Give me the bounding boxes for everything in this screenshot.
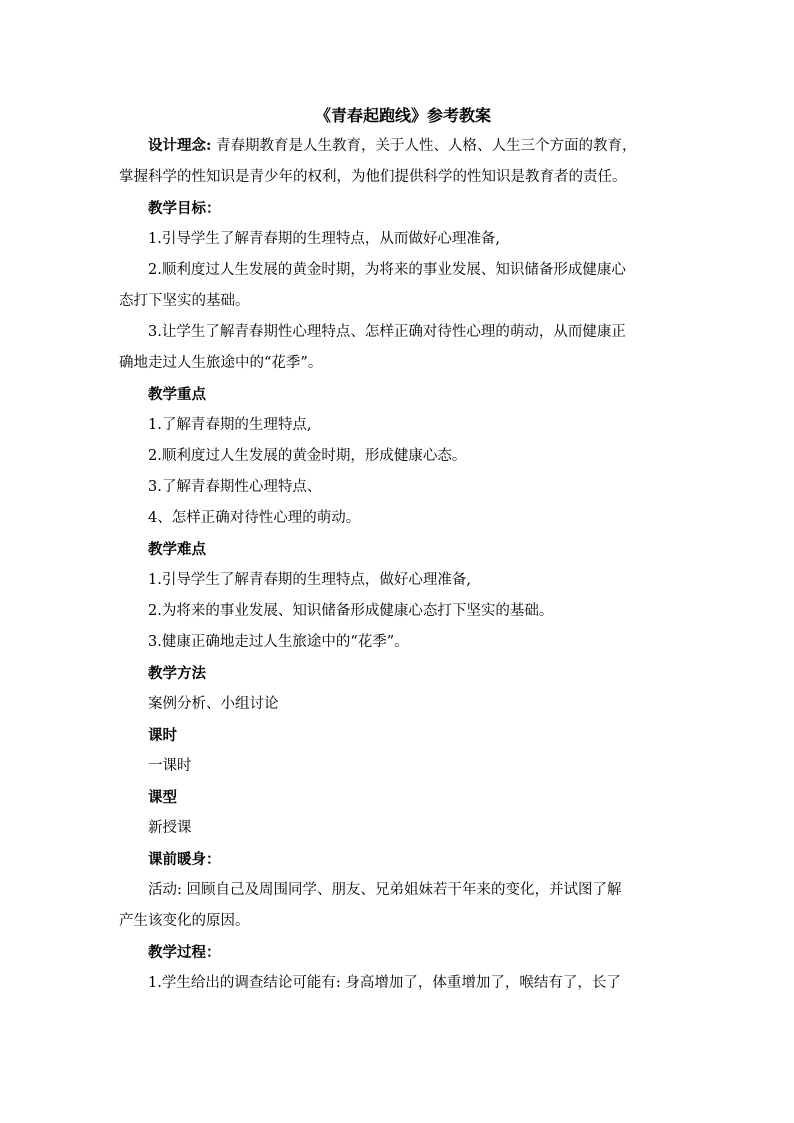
key-point-item-4: 4、怎样正确对待性心理的萌动。: [148, 510, 361, 526]
goal-item-3-line-2: 确地走过人生旅途中的“花季”。: [119, 355, 323, 371]
methods-heading: 教学方法: [148, 665, 206, 682]
warmup-heading: 课前暖身：: [148, 851, 221, 868]
key-point-item-2: 2.顺利度过人生发展的黄金时期，形成健康心态。: [148, 448, 467, 464]
goals-heading: 教学目标：: [148, 200, 221, 217]
warmup-line-1: 活动: 回顾自己及周围同学、朋友、兄弟姐妹若干年来的变化，并试图了解: [148, 882, 622, 898]
process-line-1: 1.学生给出的调查结论可能有: 身高增加了，体重增加了，喉结有了，长了: [148, 975, 621, 991]
key-points-heading: 教学重点: [148, 386, 206, 403]
process-heading: 教学过程：: [148, 944, 221, 961]
warmup-line-2: 产生该变化的原因。: [119, 913, 250, 929]
goal-item-3-line-1: 3.让学生了解青春期性心理特点、怎样正确对待性心理的萌动，从而健康正: [148, 324, 626, 340]
lesson-type-text: 新授课: [148, 820, 192, 836]
goal-item-2-line-1: 2.顺利度过人生发展的黄金时期，为将来的事业发展、知识储备形成健康心: [148, 262, 626, 278]
methods-text: 案例分析、小组讨论: [148, 696, 279, 712]
design-concept-line-1: [119, 130, 679, 162]
goal-item-1: 1.引导学生了解青春期的生理特点，从而做好心理准备,: [148, 231, 500, 247]
difficulties-heading: 教学难点: [148, 541, 206, 558]
difficulty-item-1: 1.引导学生了解青春期的生理特点，做好心理准备,: [148, 572, 471, 588]
design-concept-text-1: 青春期教育是人生教育，关于人性、人格、人生三个方面的教育，: [211, 138, 637, 154]
goal-item-2-line-2: 态打下坚实的基础。: [119, 293, 250, 309]
key-point-item-3: 3.了解青春期性心理特点、: [148, 479, 322, 495]
document-body: [119, 103, 679, 999]
key-point-item-1: 1.了解青春期的生理特点,: [148, 417, 312, 433]
lesson-type-heading: 课型: [148, 789, 177, 806]
hours-text: 一课时: [148, 758, 192, 774]
hours-heading: 课时: [148, 727, 177, 744]
difficulty-item-3: 3.健康正确地走过人生旅途中的“花季”。: [148, 634, 409, 650]
design-concept-line-2: 掌握科学的性知识是青少年的权利，为他们提供科学的性知识是教育者的责任。: [119, 169, 627, 185]
design-concept-label: 设计理念:: [148, 137, 212, 154]
document-title: 《青春起跑线》参考教案: [314, 106, 491, 125]
difficulty-item-2: 2.为将来的事业发展、知识储备形成健康心态打下坚实的基础。: [148, 603, 554, 619]
